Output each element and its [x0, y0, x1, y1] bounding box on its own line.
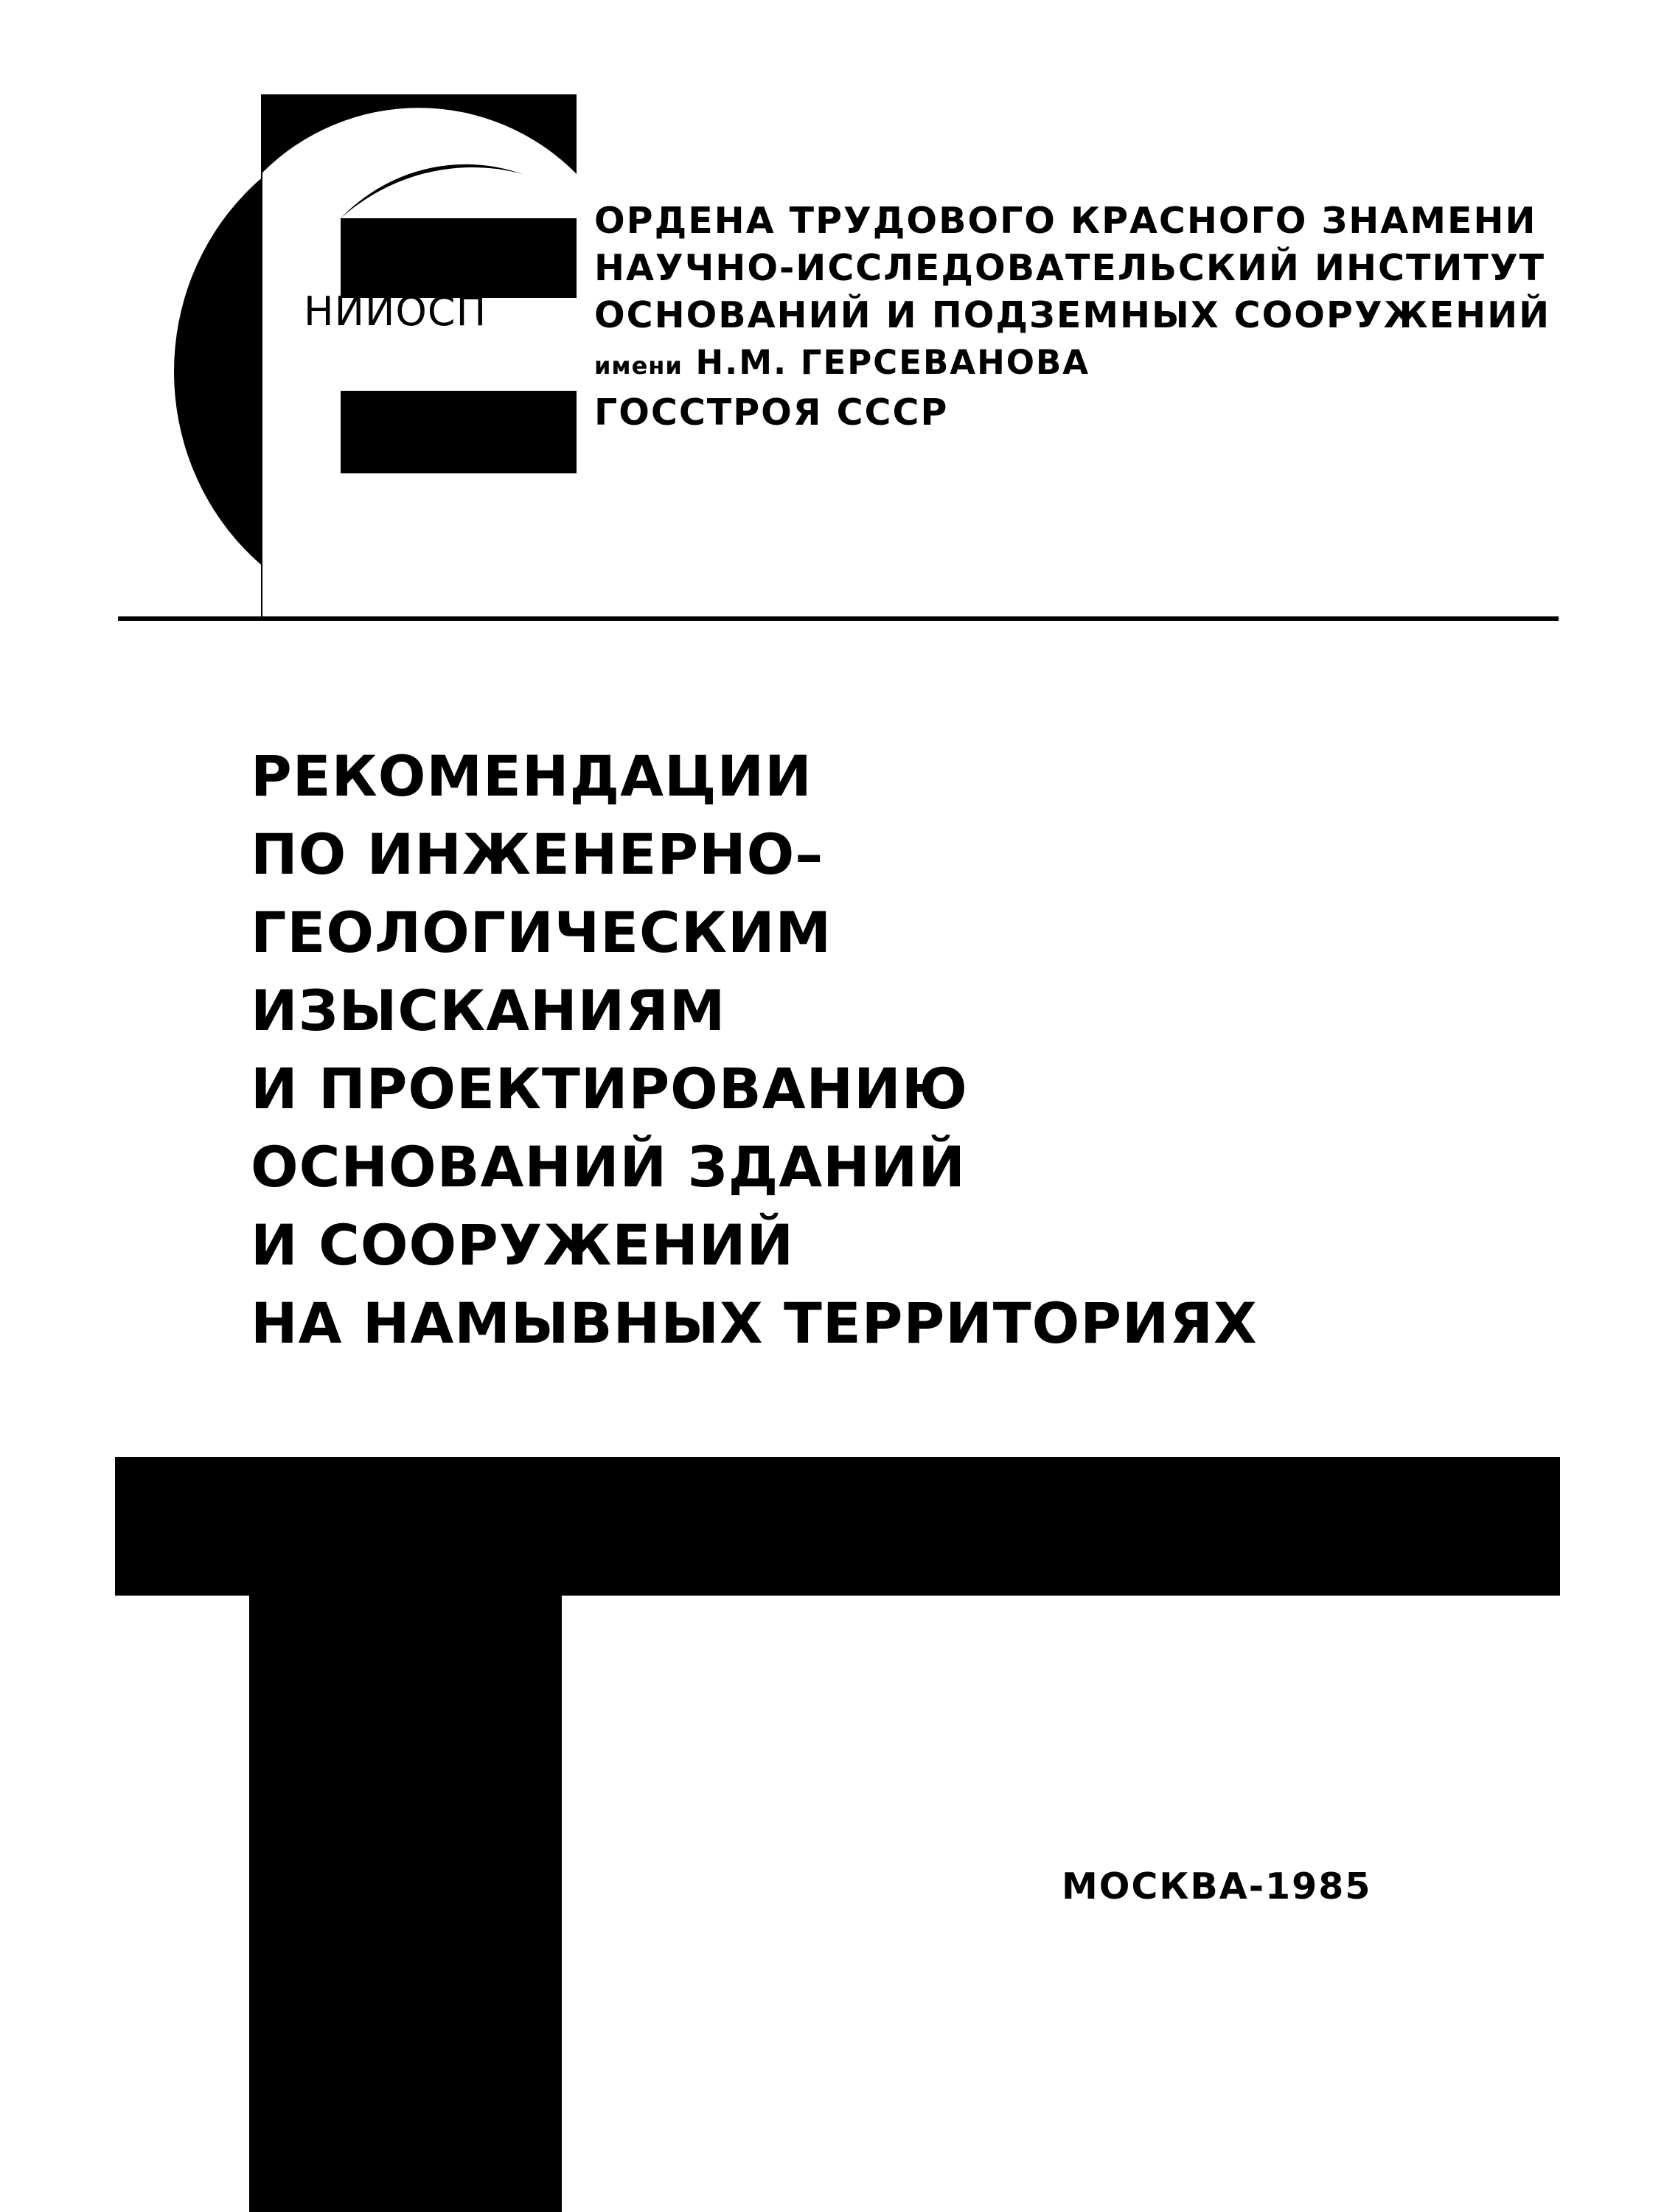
title-line: НА НАМЫВНЫХ ТЕРРИТОРИЯХ: [251, 1290, 1258, 1356]
place-and-year: МОСКВА-1985: [1062, 1865, 1372, 1907]
document-title: [251, 737, 1258, 1363]
niiosp-logo: [174, 94, 577, 616]
named-after-name: Н.М. ГЕРСЕВАНОВА: [695, 343, 1090, 382]
title-line: И ПРОЕКТИРОВАНИЮ: [251, 1056, 968, 1121]
title-line: ГЕОЛОГИЧЕСКИМ: [251, 900, 832, 965]
institute-line-named-after: [594, 339, 1550, 389]
institute-line-field: ОСНОВАНИЙ И ПОДЗЕМНЫХ СООРУЖЕНИЙ: [594, 294, 1551, 336]
decorative-horizontal-bar: [115, 1457, 1560, 1596]
institute-name-block: [594, 198, 1550, 437]
title-line: И СООРУЖЕНИЙ: [251, 1212, 795, 1278]
title-line: ОСНОВАНИЙ ЗДАНИЙ: [251, 1134, 966, 1200]
title-line: РЕКОМЕНДАЦИИ: [251, 743, 812, 809]
header-divider: [118, 616, 1559, 621]
title-line: ИЗЫСКАНИЯМ: [251, 978, 726, 1043]
institute-line-type: НАУЧНО-ИССЛЕДОВАТЕЛЬСКИЙ ИНСТИТУТ: [594, 247, 1546, 289]
institute-abbreviation: НИИОСП: [304, 288, 487, 335]
title-line: ПО ИНЖЕНЕРНО–: [251, 821, 824, 887]
institute-line-parent-org: ГОССТРОЯ СССР: [594, 392, 949, 434]
institute-line-order: ОРДЕНА ТРУДОВОГО КРАСНОГО ЗНАМЕНИ: [594, 200, 1537, 242]
named-after-prefix: имени: [594, 352, 683, 380]
decorative-vertical-bar: [249, 1596, 562, 2212]
